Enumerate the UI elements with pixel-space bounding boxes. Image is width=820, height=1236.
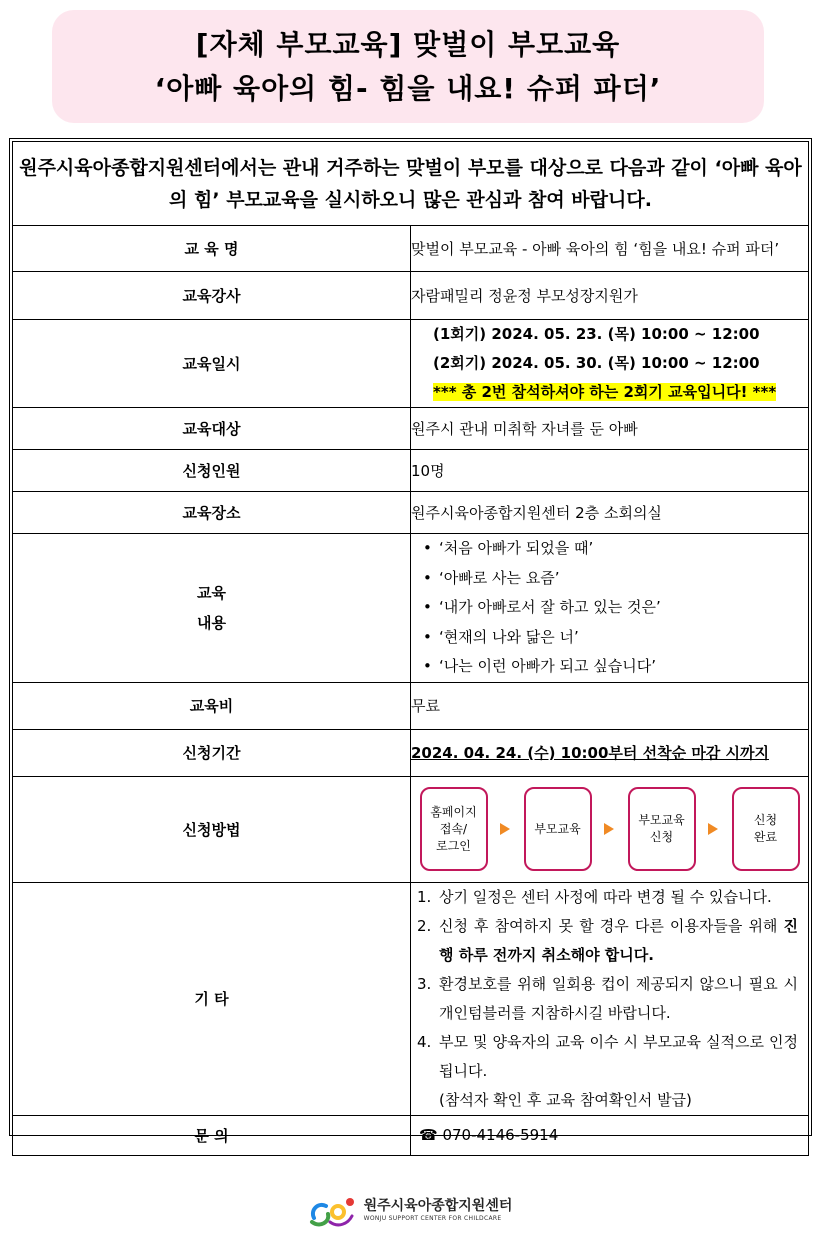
label-place: 교육장소 xyxy=(13,492,411,534)
label-period: 신청기간 xyxy=(13,729,411,776)
value-name: 맞벌이 부모교육 - 아빠 육아의 힘 ‘힘을 내요! 슈퍼 파더’ xyxy=(411,226,809,272)
value-schedule xyxy=(411,320,809,408)
note-item: 4. 부모 및 양육자의 교육 이수 시 부모교육 실적으로 인정됩니다. (참석자 확인 후 교육 참여확인서 발급) xyxy=(417,1032,798,1109)
value-etc xyxy=(411,882,809,1115)
label-fee: 교육비 xyxy=(13,682,411,729)
label-contact: 문 의 xyxy=(13,1115,411,1155)
info-table xyxy=(12,141,809,1156)
label-content-line-1: 교육 xyxy=(197,583,226,602)
label-content-line-2: 내용 xyxy=(197,613,226,632)
value-fee: 무료 xyxy=(411,682,809,729)
logo-name-en: WONJU SUPPORT CENTER FOR CHILDCARE xyxy=(363,1215,502,1222)
value-method xyxy=(411,776,809,882)
label-method: 신청방법 xyxy=(13,776,411,882)
note-sub: (참석자 확인 후 교육 참여확인서 발급) xyxy=(439,1090,692,1109)
intro-text: 원주시육아종합지원센터에서는 관내 거주하는 맞벌이 부모를 대상으로 다음과 같이 ‘아빠 육아의 힘’ 부모교육을 실시하오니 많은 관심과 참여 바랍니다. xyxy=(13,142,809,226)
label-instructor: 교육강사 xyxy=(13,272,411,320)
content-list xyxy=(411,534,808,682)
method-step-apply: 부모교육 신청 xyxy=(628,787,696,871)
method-step-complete: 신청 완료 xyxy=(732,787,800,871)
method-steps xyxy=(411,787,808,871)
value-contact xyxy=(411,1115,809,1155)
label-etc: 기 타 xyxy=(13,882,411,1115)
content-item: • ‘내가 아빠로서 잘 하고 있는 것은’ xyxy=(423,593,808,623)
title-banner xyxy=(52,10,764,123)
schedule-date-2: (2회기) 2024. 05. 30. (목) 10:00 ~ 12:00 xyxy=(433,354,760,372)
footer-logo xyxy=(0,1192,820,1228)
label-capacity: 신청인원 xyxy=(13,450,411,492)
arrow-right-icon xyxy=(604,823,614,835)
notes-list xyxy=(411,883,808,1115)
content-item: • ‘나는 이런 아빠가 되고 싶습니다’ xyxy=(423,652,808,682)
logo-name-ko: 원주시육아종합지원센터 xyxy=(363,1198,513,1214)
arrow-right-icon xyxy=(500,823,510,835)
note-item: 3. 환경보호를 위해 일회용 컵이 제공되지 않으니 필요 시 개인텀블러를 지참하시길 바랍니다. xyxy=(417,974,798,1022)
value-capacity: 10명 xyxy=(411,450,809,492)
value-period: 2024. 04. 24. (수) 10:00부터 선착순 마감 시까지 xyxy=(411,744,769,762)
method-step-parent-edu: 부모교육 xyxy=(524,787,592,871)
logo-text xyxy=(364,1198,513,1222)
label-schedule: 교육일시 xyxy=(13,320,411,408)
phone-icon: ☎ xyxy=(419,1126,438,1144)
content-item: • ‘처음 아빠가 되었을 때’ xyxy=(423,534,808,564)
contact-number[interactable]: 070-4146-5914 xyxy=(442,1126,559,1144)
title-line-1: [자체 부모교육] 맞벌이 부모교육 xyxy=(195,27,621,61)
label-target: 교육대상 xyxy=(13,408,411,450)
content-item: • ‘아빠로 사는 요즘’ xyxy=(423,564,808,594)
note-cancel-deadline: 진행 하루 전까지 취소해야 합니다. xyxy=(439,916,798,964)
value-instructor: 자람패밀리 정윤정 부모성장지원가 xyxy=(411,272,809,320)
method-step-homepage: 홈페이지 접속/ 로그인 xyxy=(420,787,488,871)
schedule-date-1: (1회기) 2024. 05. 23. (목) 10:00 ~ 12:00 xyxy=(433,325,760,343)
label-content xyxy=(13,534,411,683)
note-item: 2. 신청 후 참여하지 못 할 경우 다른 이용자들을 위해 진행 하루 전까지 취소해야 합니다. xyxy=(417,916,798,964)
info-table-frame xyxy=(9,138,812,1145)
title-line-2: ‘아빠 육아의 힘- 힘을 내요! 슈퍼 파더’ xyxy=(154,71,662,105)
center-logo-icon xyxy=(308,1192,360,1228)
note-item: 1. 상기 일정은 센터 사정에 따라 변경 될 수 있습니다. xyxy=(417,887,772,906)
arrow-right-icon xyxy=(708,823,718,835)
value-target: 원주시 관내 미취학 자녀를 둔 아빠 xyxy=(411,408,809,450)
label-name: 교 육 명 xyxy=(13,226,411,272)
value-place: 원주시육아종합지원센터 2층 소회의실 xyxy=(411,492,809,534)
content-item: • ‘현재의 나와 닮은 너’ xyxy=(423,623,808,653)
schedule-notice: *** 총 2번 참석하셔야 하는 2회기 교육입니다! *** xyxy=(433,383,777,401)
value-content xyxy=(411,534,809,683)
